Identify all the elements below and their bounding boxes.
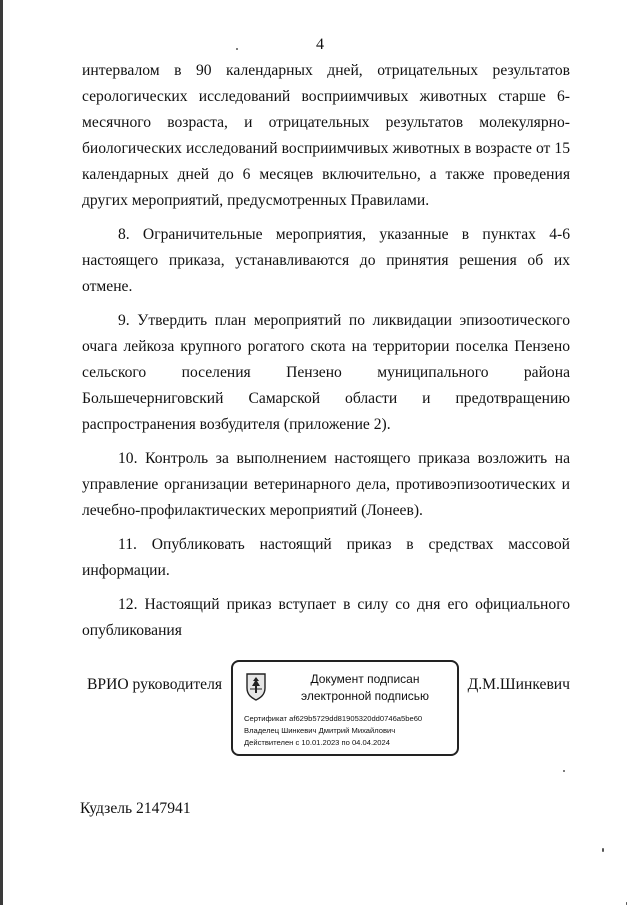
coat-of-arms-icon	[245, 671, 267, 701]
page-number: 4	[316, 36, 324, 53]
e-signature-stamp	[231, 660, 459, 756]
paragraph-9: 9. Утвердить план мероприятий по ликвидации эпизоотического очага лейкоза крупного рогатого скота на территории поселка Пензено сельского поселения Пензено муниципального района Большечерниговский Самарской области и предотвращению распространения возбудителя (приложение 2).	[82, 312, 570, 433]
stamp-title-line2: электронной подписью	[300, 689, 430, 703]
scan-speck	[236, 48, 238, 50]
scan-edge	[0, 0, 3, 905]
stamp-title	[279, 671, 451, 705]
stamp-validity: Действителен с 10.01.2023 по 04.04.2024	[244, 738, 390, 747]
stamp-owner: Владелец Шинкевич Дмитрий Михайлович	[244, 726, 396, 735]
paragraph-12: 12. Настоящий приказ вступает в силу со дня его официального опубликования	[82, 596, 570, 639]
executor-id: Кудзель 2147941	[80, 800, 191, 817]
document-body	[82, 58, 570, 644]
scan-speck	[602, 848, 604, 852]
paragraph-11: 11. Опубликовать настоящий приказ в средствах массовой информации.	[82, 536, 570, 579]
scan-speck	[563, 770, 565, 772]
stamp-title-line1: Документ подписан	[310, 672, 420, 686]
paragraph-continuation: интервалом в 90 календарных дней, отрицательных результатов серологических исследований восприимчивых животных старше 6-месячного возраста, и отрицательных результатов молекулярно-биологических исследований восприимчивых животных в возрасте от 15 календарных дней до 6 месяцев включительно, а также проведения других мероприятий, предусмотренных Правилами.	[82, 62, 570, 209]
stamp-details	[244, 713, 422, 749]
signer-name: Д.М.Шинкевич	[467, 676, 570, 693]
paragraph-8: 8. Ограничительные мероприятия, указанные в пунктах 4-6 настоящего приказа, устанавливаются до принятия решения об их отмене.	[82, 226, 570, 295]
paragraph-10: 10. Контроль за выполнением настоящего приказа возложить на управление организации ветеринарного дела, противоэпизоотических и лечебно-профилактических мероприятий (Лонеев).	[82, 450, 570, 519]
signer-position: ВРИО руководителя	[87, 676, 223, 693]
stamp-certificate: Сертификат af629b5729dd81905320dd0746a5be60	[244, 714, 423, 723]
